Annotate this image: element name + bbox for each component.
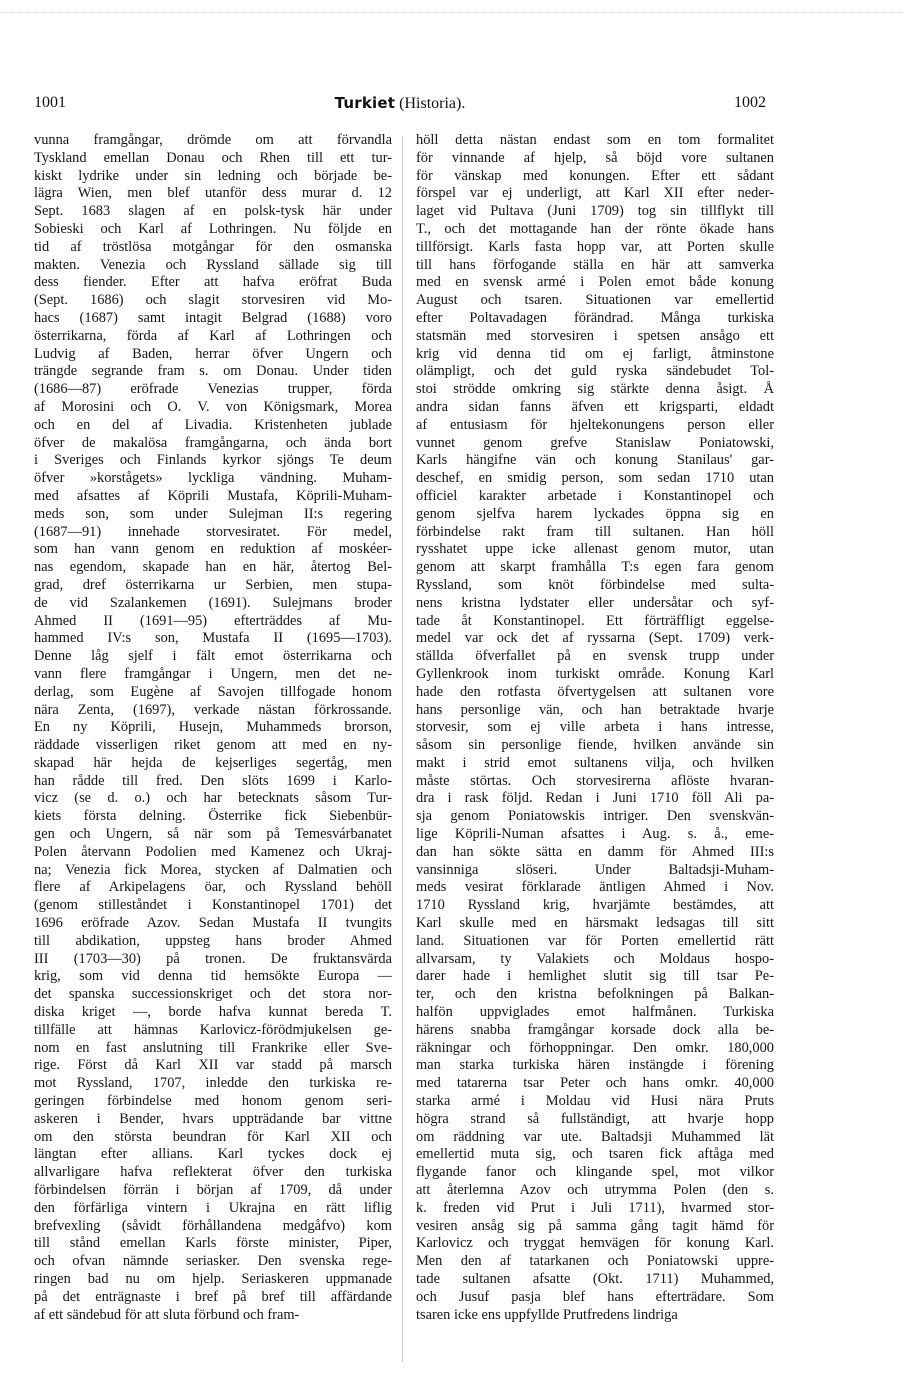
- text-line: flygande fanor och klingande spel, mot vilkor: [416, 1164, 774, 1181]
- text-line: af ett sändebud för att sluta förbund och fram-: [34, 1306, 300, 1323]
- page-number-right: 1002: [734, 94, 766, 111]
- text-line: öfver de makalösa framgångarna, och ända bort: [34, 434, 392, 451]
- text-line: med tatarerna tsar Peter och hans omkr. 40,000: [416, 1075, 774, 1092]
- text-line: grad, dref österrikarna ur Serbien, men stupa-: [34, 576, 392, 593]
- text-line: till hans förfogande ställa en här att samverka: [416, 256, 774, 273]
- text-line: den förfärliga vintern i Ukrajna en rätt liflig: [34, 1199, 392, 1216]
- running-title: [34, 94, 766, 113]
- text-line: flere af Arkipelagens öar, och Ryssland behöll: [34, 879, 392, 896]
- text-line: och ofvan nämnde seriasker. Den svenska rege-: [34, 1253, 392, 1270]
- text-line: Karl skulle med en härsmakt ledsagas till sitt: [416, 915, 774, 932]
- text-line: som han vann genom en reduktion af moskéer-: [34, 541, 392, 558]
- text-line: med en svensk armé i Polen emot både konung: [416, 274, 774, 291]
- text-line: hans personlige vän, och han betraktade hvarje: [416, 701, 774, 718]
- text-line: k. freden vid Prut i Juli 1711), hvarmed stor-: [416, 1199, 774, 1216]
- text-line: emellertid muta sig, och tsaren fick aftåga med: [416, 1146, 774, 1163]
- text-line: derlag, som Eugène af Savojen tillfogade honom: [34, 683, 392, 700]
- text-line: dra i rask följd. Redan i Juni 1710 föll Ali pa-: [416, 790, 774, 807]
- text-line: nas egendom, skapade han en här, återtog Bel-: [34, 559, 392, 576]
- text-line: krig, som vid denna tid hemsökte Europa —: [34, 968, 392, 985]
- text-line: härens snabba framgångar korsade dock alla be-: [416, 1021, 774, 1038]
- text-line: olämpligt, och det guld ryska sändebudet Tol-: [416, 363, 774, 380]
- text-line: halfön uppviglades emot halfmånen. Turkiska: [416, 1004, 774, 1021]
- text-line: starka armé i Moldau vid Husi nära Pruts: [416, 1093, 774, 1110]
- text-line: förspel var ej underligt, att Karl XII efter neder-: [416, 185, 774, 202]
- text-line: (Sept. 1686) och slagit storvesiren vid Mo-: [34, 292, 392, 309]
- text-line: högra strand så fullständigt, att hvarje hopp: [416, 1110, 774, 1127]
- text-line: förbindelse rakt fram till sultanen. Han höll: [416, 523, 774, 540]
- text-line: askeren i Bender, hvars uppträdande bar vittne: [34, 1110, 392, 1127]
- text-line: om den största beundran för Karl XII och: [34, 1128, 392, 1145]
- text-line: förbindelsen förrän i början af 1709, då under: [34, 1182, 392, 1199]
- text-line: nens kristna lydstater eller undersåtar och syf-: [416, 594, 774, 611]
- text-line: Tyskland emellan Donau och Rhen till ett tur-: [34, 149, 392, 166]
- text-line: hade den rotfasta öfvertygelsen att sultanen vore: [416, 683, 774, 700]
- text-line: Denne låg sjelf i fält emot österrikarna och: [34, 648, 392, 665]
- text-line: Sobieski och Karl af Lothringen. Nu följde en: [34, 220, 392, 237]
- text-line: deschef, en smidig person, som sedan 1710 utan: [416, 470, 774, 487]
- text-line: Sept. 1683 slagen af en polsk-tysk här under: [34, 203, 392, 220]
- text-line: vesiren ansåg sig på samma gång tagit hämd för: [416, 1217, 774, 1234]
- text-line: krig vid denna tid om ej farligt, åtminstone: [416, 345, 774, 362]
- text-line: skapad här hejda de kejserliges segertåg, men: [34, 754, 392, 771]
- text-line: tid af tröstlösa motgångar för den osmanska: [34, 238, 392, 255]
- text-line: att återlemna Azov och utrymma Polen (den s.: [416, 1182, 774, 1199]
- text-line: vunna framgångar, drömde om att förvandla: [34, 132, 392, 148]
- running-header: [34, 94, 766, 120]
- text-line: de vid Szalankemen (1691). Sulejmans broder: [34, 594, 392, 611]
- text-line: nom en fast anslutning till Frankrike eller Sve-: [34, 1039, 392, 1056]
- text-line: till abdikation, uppsteg hans broder Ahmed: [34, 932, 392, 949]
- text-line: tillfälle att hämnas Karlovicz-förödmjukelsen ge-: [34, 1021, 392, 1038]
- text-line: i Sveriges och Finlands kyrkor sjöngs Te deum: [34, 452, 392, 469]
- text-line: lige Köprili-Numan afsattes i Aug. s. å., eme-: [416, 826, 774, 843]
- text-line: stoi strödde omkring sig stärkte denna åsigt. Å: [416, 381, 774, 398]
- text-line: med afsattes af Köprili Mustafa, Köprili-Muham-: [34, 487, 392, 504]
- text-line: dess fiender. Efter att hafva eröfrat Buda: [34, 274, 392, 291]
- text-line: om räddning var ute. Baltadsji Muhammed lät: [416, 1128, 774, 1145]
- text-line: medel var ock det af ryssarna (Sept. 1709) verk-: [416, 630, 774, 647]
- right-column: [416, 132, 774, 1324]
- text-line: på det enträgnaste i bref på bref till affärdande: [34, 1288, 392, 1305]
- text-line: hacs (1687) samt intagit Belgrad (1688) voro: [34, 309, 392, 326]
- title-subtitle: (Historia).: [399, 95, 466, 112]
- text-line: och Jusuf pasja blef hans efterträdare. Som: [416, 1288, 774, 1305]
- text-line: ringen bad nu om hjelp. Seriaskeren uppmanade: [34, 1271, 392, 1287]
- text-line: rysshatet uppe icke allenast genom mutor, utan: [416, 541, 774, 558]
- text-line: gen och Ungern, så när som på Temesvárbanatet: [34, 826, 392, 843]
- text-line: sja genom Poniatowskis intriger. Den svenskvän-: [416, 808, 774, 825]
- text-line: vann flere framgångar i Ungern, men det ne-: [34, 665, 392, 682]
- text-line: na; Venezia fick Morea, stycken af Dalmatien och: [34, 861, 392, 878]
- text-line: En ny Köprili, Husejn, Muhammeds brorson,: [34, 719, 392, 736]
- text-line: ställda öfverfallet på en svensk trupp under: [416, 648, 774, 665]
- text-line: räddade visserligen riket genom att med en ny-: [34, 737, 392, 754]
- text-line: Men den af tatarkanen och Poniatowski uppre-: [416, 1253, 774, 1270]
- text-line: Ludvig af Baden, herrar öfver Ungern och: [34, 345, 392, 362]
- text-line: dan han sökte sätta en damm för Ahmed III:s: [416, 843, 774, 860]
- text-line: III (1703—30) på tronen. De fruktansvärda: [34, 950, 392, 967]
- text-line: vunnet genom grefve Stanislaw Poniatowski,: [416, 434, 774, 451]
- text-line: 1710 Ryssland krig, hvarjämte bestämdes, att: [416, 897, 774, 914]
- text-line: nära Zenta, (1697), verkade nästan förkrossande.: [34, 701, 392, 718]
- text-line: diska kriget —, borde hafva kunnat bereda T.: [34, 1004, 392, 1021]
- text-line: hammed IV:s son, Mustafa II (1695—1703).: [34, 630, 392, 647]
- page-number-left: 1001: [34, 94, 66, 111]
- text-line: August och tsaren. Situationen var emellertid: [416, 292, 774, 309]
- text-line: (1686—87) eröfrade Venezias trupper, förda: [34, 381, 392, 398]
- text-line: Karls hängifne vän och konung Stanilaus' gar-: [416, 452, 774, 469]
- text-line: tillförsigt. Karls fasta hopp var, att Porten skulle: [416, 238, 774, 255]
- text-line: officiel karakter arbetade i Konstantinopel och: [416, 487, 774, 504]
- text-line: storvesir, som ej ville arbeta i hans intresse,: [416, 719, 774, 736]
- text-line: vansinniga slöseri. Under Baltadsji-Muham-: [416, 861, 774, 878]
- text-line: darer hade i hemlighet slutit sig till tsar Pe-: [416, 968, 774, 985]
- text-line: för vänskap med konungen. Efter ett sådant: [416, 167, 774, 184]
- text-line: makt i strid emot sultanens vilja, och hvilken: [416, 754, 774, 771]
- text-line: (genom stilleståndet i Konstantinopel 1701) det: [34, 897, 392, 914]
- text-line: såsom sin personlige fiende, hvilken använde sin: [416, 737, 774, 754]
- text-line: trängde segrande fram s. om Donau. Under tiden: [34, 363, 392, 380]
- text-line: T., och det mottagande han der rönte ökade hans: [416, 220, 774, 237]
- text-line: det spanska successionskriget och det stora nor-: [34, 986, 392, 1003]
- text-line: brefvexling (såvidt förhållandena medgåfvo) kom: [34, 1217, 392, 1234]
- text-line: Polen återvann Podolien med Kamenez och Ukraj-: [34, 843, 392, 860]
- text-line: makten. Venezia och Ryssland sällade sig till: [34, 256, 392, 273]
- text-line: mot Ryssland, 1707, inledde den turkiska re-: [34, 1075, 392, 1092]
- text-line: allvarligare hafva reflekterat öfver den turkiska: [34, 1164, 392, 1181]
- text-line: (1687—91) innehade storvesiratet. För medel,: [34, 523, 392, 540]
- text-line: meds vesirat förklarade äntligen Ahmed i Nov.: [416, 879, 774, 896]
- text-line: andra sidan fanns äfven ett krigsparti, eldadt: [416, 398, 774, 415]
- text-line: Gyllenkrook inom turkiskt område. Konung Karl: [416, 665, 774, 682]
- text-line: för vinnande af hjelp, så böjd vore sultanen: [416, 149, 774, 166]
- text-line: tade åt Konstantinopel. Ett förträffligt eggelse-: [416, 612, 774, 629]
- text-line: öfver »korstågets» lyckliga vändning. Muham-: [34, 470, 392, 487]
- text-line: Karlovicz och tryggat hemvägen för konung Karl.: [416, 1235, 774, 1252]
- text-line: allvarsam, ty Valakiets och Moldaus hospo-: [416, 950, 774, 967]
- text-line: land. Situationen var för Porten emellertid rätt: [416, 932, 774, 949]
- text-line: kiskt lydrike under sin ledning och började be-: [34, 167, 392, 184]
- left-column: [34, 132, 392, 1324]
- text-line: till stånd emellan Karls förste minister, Piper,: [34, 1235, 392, 1252]
- text-line: genom sjelfva harem lyckades öppna sig en: [416, 505, 774, 522]
- text-line: kiets första delning. Österrike fick Siebenbür-: [34, 808, 392, 825]
- title-keyword: Turkiet: [334, 94, 396, 112]
- text-line: ter, och den kristna befolkningen på Balkan-: [416, 986, 774, 1003]
- page-top-edge: [0, 12, 904, 14]
- text-line: af Morosini och O. V. von Königsmark, Morea: [34, 398, 392, 415]
- column-divider: [402, 136, 403, 1362]
- text-line: genom att skarpt framhålla T:s egen fara genom: [416, 559, 774, 576]
- text-line: af entusiasm för hjeltekonungens person eller: [416, 416, 774, 433]
- text-line: lägra Wien, men blef utanför dess murar d. 12: [34, 185, 392, 202]
- text-line: Ahmed II (1691—95) efterträddes af Mu-: [34, 612, 392, 629]
- text-line: vicz (se d. o.) och har betecknats såsom Tur-: [34, 790, 392, 807]
- text-line: efter Poltavadagen förändrad. Många turkiska: [416, 309, 774, 326]
- text-line: 1696 eröfrade Azov. Sedan Mustafa II tvungits: [34, 915, 392, 932]
- text-line: statsmän med storvesiren i spetsen ansågo ett: [416, 327, 774, 344]
- text-line: tade sultanen afsatte (Okt. 1711) Muhammed,: [416, 1271, 774, 1287]
- text-line: man starka turkiska hären instängde i förening: [416, 1057, 774, 1074]
- text-line: han rådde till fred. Den slöts 1699 i Karlo-: [34, 772, 392, 789]
- text-line: och en del af Livadia. Kristenheten jublade: [34, 416, 392, 433]
- text-line: geringen förbindelse med honom genom seri-: [34, 1093, 392, 1110]
- text-line: måste störtas. Och storvesirerna aflöste hvaran-: [416, 772, 774, 789]
- text-line: meds son, som under Sulejman II:s regering: [34, 505, 392, 522]
- text-line: Ryssland, som knöt förbindelse med sulta-: [416, 576, 774, 593]
- text-line: laget vid Pultava (Juni 1709) tog sin tillflykt till: [416, 203, 774, 220]
- text-line: tsaren icke ens uppfyllde Prutfredens lindriga: [416, 1306, 678, 1323]
- text-line: höll detta nästan endast som en tom formalitet: [416, 132, 774, 148]
- text-line: längtan efter allians. Karl tyckes dock ej: [34, 1146, 392, 1163]
- text-line: räkningar och förhoppningar. Den omkr. 180,000: [416, 1039, 774, 1056]
- text-line: österrikarna, förda af Karl af Lothringen och: [34, 327, 392, 344]
- text-line: rige. Först då Karl XII var stadd på marsch: [34, 1057, 392, 1074]
